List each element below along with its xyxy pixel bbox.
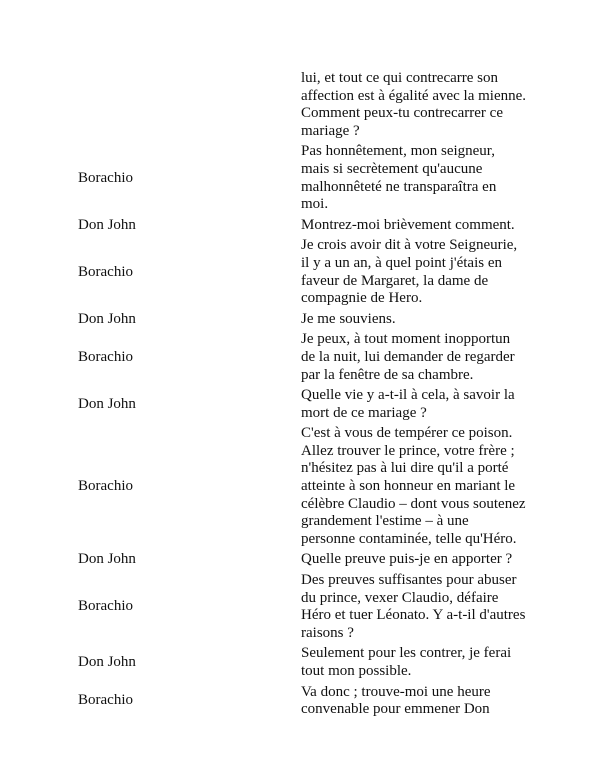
speech-line: par la fenêtre de sa chambre. xyxy=(301,366,474,383)
speech-line: moi. xyxy=(301,196,329,213)
speech-line: de la nuit, lui demander de regarder xyxy=(301,348,515,365)
speaker-name: Borachio xyxy=(78,348,133,365)
speaker-name: Borachio xyxy=(78,692,133,709)
speech-text xyxy=(301,425,541,551)
dialogue-row xyxy=(0,70,600,143)
speaker-name: Don John xyxy=(78,654,136,671)
speaker-name: Borachio xyxy=(78,169,133,186)
speech-line: Seulement pour les contrer, je ferai xyxy=(301,645,512,662)
speech-line: Quelle preuve puis-je en apporter ? xyxy=(301,551,513,568)
speech-line: grandement l'estime – à une xyxy=(301,513,469,530)
speech-text xyxy=(301,551,541,572)
speech-text xyxy=(301,311,541,332)
speech-text xyxy=(301,684,541,722)
speech-line: Des preuves suffisantes pour abuser xyxy=(301,572,517,589)
speaker-name: Don John xyxy=(78,395,136,412)
speech-text xyxy=(301,237,541,310)
speech-line: Montrez-moi brièvement comment. xyxy=(301,216,515,233)
speech-line: Va donc ; trouve-moi une heure xyxy=(301,683,491,700)
speech-line: C'est à vous de tempérer ce poison. xyxy=(301,425,513,442)
speech-line: célèbre Claudio – dont vous soutenez xyxy=(301,495,526,512)
dialogue-row xyxy=(0,684,600,722)
dialogue-row xyxy=(0,572,600,645)
speech-line: raisons ? xyxy=(301,624,354,641)
speech-line: lui, et tout ce qui contrecarre son xyxy=(301,70,499,86)
dialogue-row xyxy=(0,217,600,238)
dialogue-row xyxy=(0,645,600,683)
speech-line: mais si secrètement qu'aucune xyxy=(301,160,483,177)
speech-line: atteinte à son honneur en mariant le xyxy=(301,478,516,495)
speech-line: affection est à égalité avec la mienne. xyxy=(301,87,527,104)
speaker-name: Borachio xyxy=(78,263,133,280)
speech-line: tout mon possible. xyxy=(301,663,412,679)
dialogue-row xyxy=(0,551,600,572)
speech-text xyxy=(301,572,541,645)
speech-text xyxy=(301,143,541,216)
dialogue-row xyxy=(0,331,600,387)
speech-line: compagnie de Hero. xyxy=(301,290,423,307)
speech-line: n'hésitez pas à lui dire qu'il a porté xyxy=(301,460,509,477)
dialogue-table xyxy=(0,70,600,722)
speech-line: personne contaminée, telle qu'Héro. xyxy=(301,530,517,547)
speech-line: mort de ce mariage ? xyxy=(301,404,427,421)
speech-line: Quelle vie y a-t-il à cela, à savoir la xyxy=(301,387,515,404)
speech-line: Je me souviens. xyxy=(301,310,396,327)
speech-line: mariage ? xyxy=(301,122,360,139)
speech-line: Comment peux-tu contrecarrer ce xyxy=(301,105,503,122)
speech-line: Allez trouver le prince, votre frère ; xyxy=(301,442,515,459)
dialogue-row xyxy=(0,237,600,310)
speech-text xyxy=(301,70,541,143)
speech-text xyxy=(301,645,541,683)
dialogue-row xyxy=(0,425,600,551)
speaker-name: Don John xyxy=(78,216,136,233)
speech-line: Héro et tuer Léonato. Y a-t-il d'autres xyxy=(301,607,526,624)
speech-line: faveur de Margaret, la dame de xyxy=(301,272,489,289)
speaker-name: Don John xyxy=(78,310,136,327)
dialogue-row xyxy=(0,311,600,332)
speaker-name: Borachio xyxy=(78,598,133,615)
speech-line: malhonnêteté ne transparaîtra en xyxy=(301,178,497,195)
speech-line: il y a un an, à quel point j'étais en xyxy=(301,254,502,271)
speech-line: convenable pour emmener Don xyxy=(301,701,490,718)
speaker-name: Borachio xyxy=(78,478,133,495)
speaker-name: Don John xyxy=(78,551,136,568)
dialogue-row xyxy=(0,143,600,216)
speech-text xyxy=(301,331,541,387)
speech-line: Pas honnêtement, mon seigneur, xyxy=(301,143,495,160)
dialogue-row xyxy=(0,387,600,425)
speech-line: du prince, vexer Claudio, défaire xyxy=(301,589,499,606)
speech-line: Je crois avoir dit à votre Seigneurie, xyxy=(301,237,518,254)
speech-text xyxy=(301,217,541,238)
speech-line: Je peux, à tout moment inopportun xyxy=(301,331,511,348)
speech-text xyxy=(301,387,541,425)
